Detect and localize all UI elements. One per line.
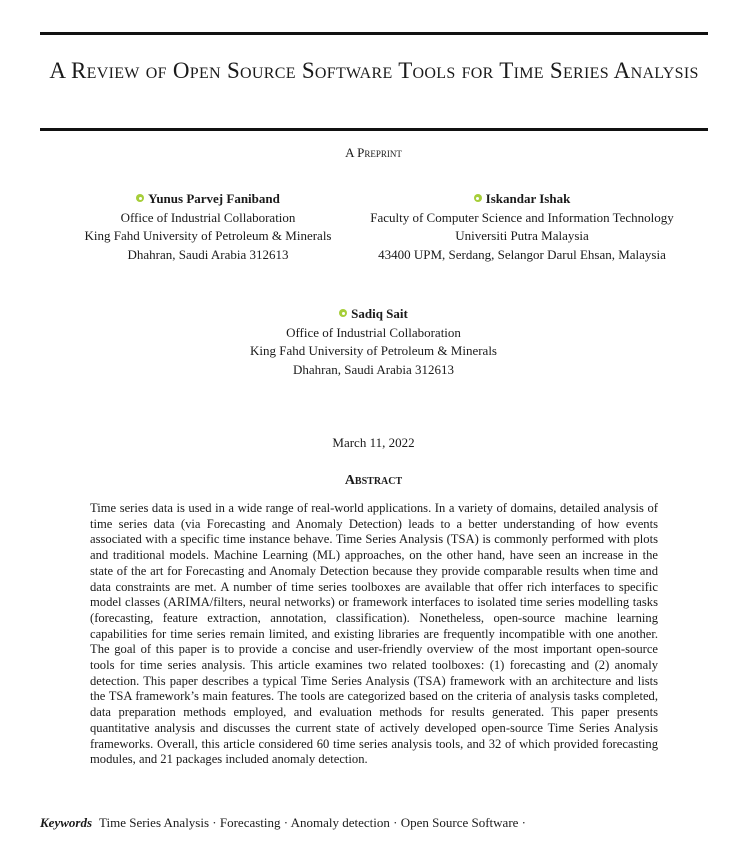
paper-title: A Review of Open Source Software Tools for Time Series Analysis [49,58,699,83]
author-block [348,190,696,264]
author-name: Yunus Parvej Faniband [148,191,280,206]
author-block [48,190,368,264]
affiliation-line: Dhahran, Saudi Arabia 312613 [292,361,455,377]
affiliation-line: Dhahran, Saudi Arabia 312613 [127,246,289,262]
affiliation-line: 43400 UPM, Serdang, Selangor Darul Ehsan, Malaysia [378,246,666,262]
keywords-label: Keywords [40,815,92,830]
author-name: Sadiq Sait [351,306,408,321]
affiliation-line: Universiti Putra Malaysia [455,228,589,243]
author-name-line [48,190,368,209]
author-name-line [348,190,696,209]
abstract-heading: Abstract [344,473,403,488]
top-rule [40,32,708,35]
publication-date: March 11, 2022 [332,435,415,450]
affiliation-line: Faculty of Computer Science and Information Technology [370,209,674,225]
affiliation-line: Office of Industrial Collaboration [286,324,461,340]
author-block [200,305,547,379]
bottom-rule [40,128,708,131]
preprint-label: A Preprint [345,145,402,160]
affiliation-line: King Fahd University of Petroleum & Minerals [84,228,332,243]
orcid-icon[interactable] [136,194,144,202]
author-name: Iskandar Ishak [485,191,571,206]
orcid-icon[interactable] [339,309,347,317]
keywords-line [40,815,720,831]
orcid-icon[interactable] [474,194,482,202]
author-name-line [200,305,547,324]
abstract-text: Time series data is used in a wide range of real-world applications. In a variety of domains, detailed analysis of time series data (via Forecasting and Anomaly Detection) leads to a better understanding of how events associated with a specific time instance behave. Time Series Analysis (TSA) is commonly performed with plots and traditional models. Machine Learning (ML) approaches, on the other hand, have seen an increase in the state of the art for Forecasting and Anomaly Detection because they provide comparable results when time and data constraints are met. A number of time series toolboxes are available that offer rich interfaces to specific model classes (ARIMA/filters, neural networks) or framework interfaces to isolated time series modelling tasks (forecasting, feature extraction, annotation, classification). Nonetheless, open-source machine learning capabilities for time series remain limited, and existing libraries are frequently incompatible with one another. The goal of this paper is to provide a concise and user-friendly overview of the most important open-source tools for time series analysis. This article examines two related toolboxes: (1) forecasting and (2) anomaly detection. This paper describes a typical Time Series Analysis (TSA) framework with an architecture and lists the TSA framework’s main features. The tools are categorized based on the criteria of analysis tasks completed, data preparation methods employed, and evaluation methods for results generated. This paper presents quantitative analysis and discusses the current state of actively developed open-source Time Series Analysis frameworks. Overall, this article considered 60 time series analysis tools, and 32 of which provided forecasting modules, and 21 packages included anomaly detection. [90,501,658,767]
keywords-list: Time Series Analysis · Forecasting · Anomaly detection · Open Source Software · [99,815,526,830]
affiliation-line: Office of Industrial Collaboration [120,209,296,225]
affiliation-line: King Fahd University of Petroleum & Minerals [250,343,497,358]
